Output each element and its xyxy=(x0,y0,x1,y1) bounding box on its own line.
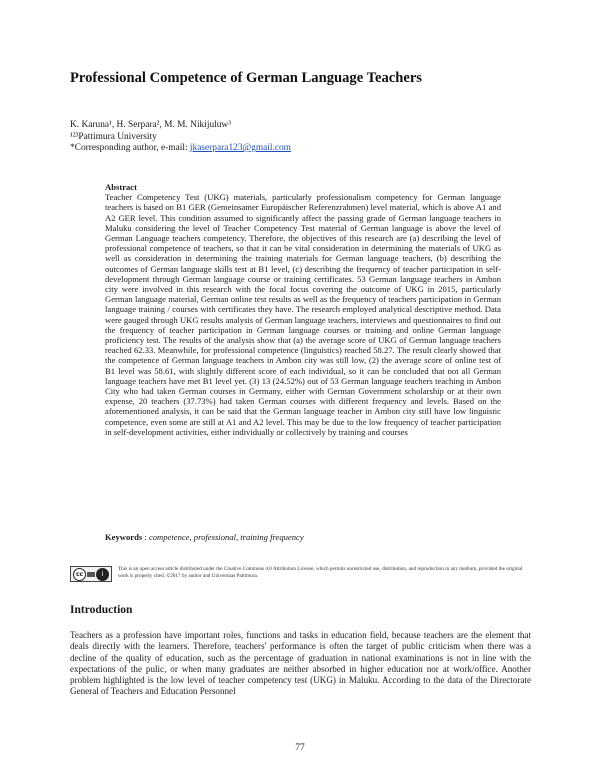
attribution-icon: i xyxy=(96,568,109,581)
abstract-heading: Abstract xyxy=(105,182,137,192)
page-number: 77 xyxy=(295,743,305,753)
badge-divider xyxy=(87,572,95,577)
cc-by-license-icon[interactable] xyxy=(70,566,112,582)
author-names: K. Karuna¹, H. Serpara², M. M. Nikijuluw³ xyxy=(70,120,232,130)
abstract-body: Teacher Competency Test (UKG) materials, particularly professionalism competency for German language teachers is based on B1 GER (Gemeinsamer Europäischer Referenzrahmen) level material, which is above A1 and A2 GER level. This condition assumed to significantly affect the passing grade of German language teachers in Maluku considering the level of Teacher Competency Test material of German language is above the level of German Language teachers competency. Therefore, the objectives of this research are (a) describing the level of professional competence of teachers, so that it can be vital consideration in determining the materials of UKG as well as consideration in determining the training materials for German language teachers, (b) describing the outcomes of German language skills test at B1 level, (c) describing the frequency of teacher participation in self-development through German language course or training certificates. 53 German language teachers in Ambon city were involved in this research with the focal focus covering the outcome of UKG in 2015, particularly German language material, German online test results as well as the frequency of teachers participation in German language training / courses with certificates they have. The research employed analytical descriptive method. Data were gauged through UKG results analysis of German language teachers, interviews and questionnaires to find out the frequency of teacher participation in German language courses or training and online German language proficiency test. The results of the analysis show that (a) the average score of UKG of German language teachers reached 62.33. Meanwhile, for professional competence (linguistics) reached 58.27. The result clearly showed that the competence of German language teachers in Ambon city was still low, (2) the average score of online test of B1 level was 58.61, with slightly different score of each individual, so it can be concluded that not all German language teachers have met B1 level yet. (3) 13 (24.52%) out of 53 German language teachers teaching in Ambon City who had taken German courses in Germany, either with German Government scholarship or at their own expense, 20 teachers (37.73%) had taken German courses with different frequency and levels. Based on the aforementioned analysis, it can be said that the German language teacher in Ambon city still have low linguistic competence, even some are still at A1 and A2 level. This may be due to the low frequency of teacher participation in self-development activities, either individually or collectively by training and courses xyxy=(105,192,501,437)
keywords-line xyxy=(105,532,501,542)
creative-commons-icon: cc xyxy=(73,568,86,581)
abstract-section xyxy=(105,182,501,437)
license-notice xyxy=(70,566,532,586)
keywords-value: competence, professional, training frequency xyxy=(148,532,304,542)
corresponding-prefix: *Corresponding author, e-mail: xyxy=(70,143,190,153)
introduction-body: Teachers as a profession have important roles, functions and tasks in education field, because teachers are the element that deals directly with the learners. Therefore, teachers' performance is often the target of public criticism when there was a decline of the quality of education, such as the percentage of graduation in national examinations is not in line with the expectations of the pulic, or when many graduates are neither absorbed in higher education nor at work/office. Another problem highlighted is the low level of teacher competency test (UKG) in Maluku. According to the data of the Directorate General of Teachers and Education Personnel xyxy=(70,630,531,697)
corresponding-author xyxy=(70,143,291,155)
author-block xyxy=(70,120,291,155)
section-heading-introduction: Introduction xyxy=(70,604,133,616)
keywords-label: Keywords xyxy=(105,532,143,542)
keywords-separator: : xyxy=(142,532,149,542)
author-email-link[interactable]: jkaserpara123@gmail.com xyxy=(189,143,291,153)
author-affiliation: ¹²³Pattimura University xyxy=(70,131,157,142)
paper-title: Professional Competence of German Language Teachers xyxy=(70,70,422,86)
license-text: This is an open access article distributed under the Creative Commons 4.0 Attribution License, which permits unrestricted use, distribution, and reproduction in any medium, provided the original work is properly cited. ©2017 by author and Universitas Pattimura. xyxy=(118,566,523,579)
